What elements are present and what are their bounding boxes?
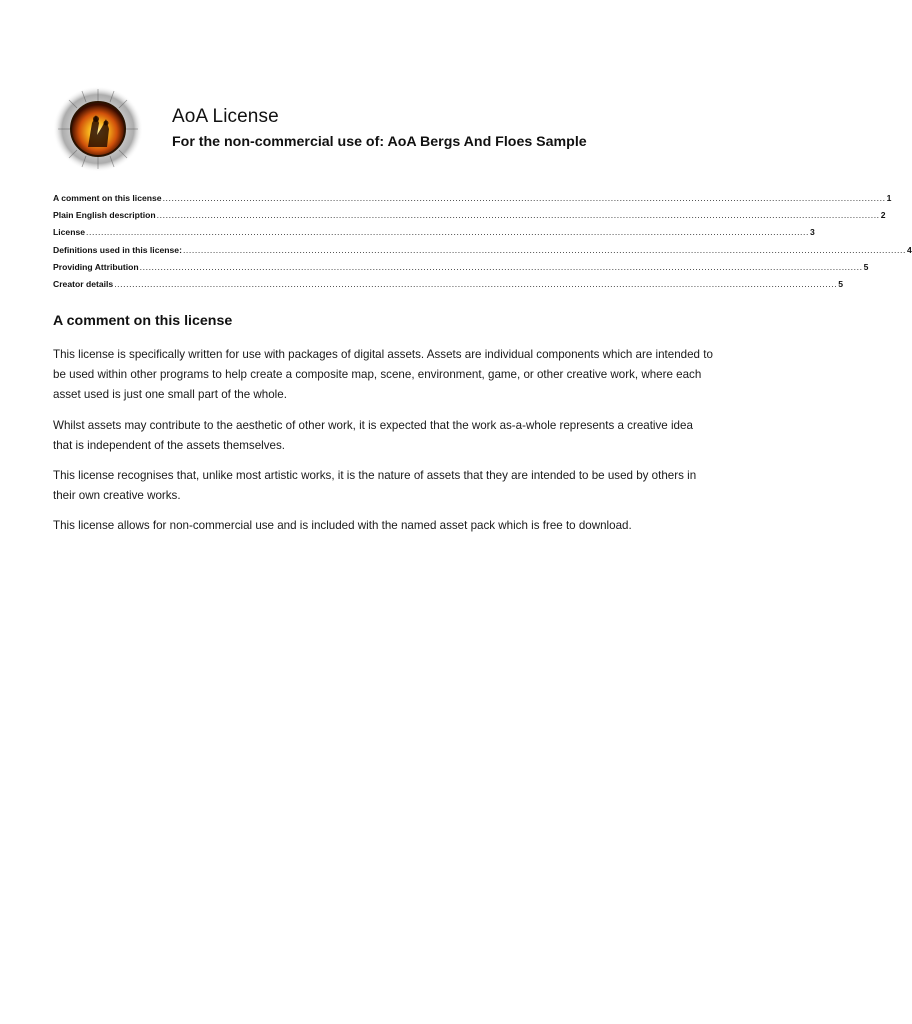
toc-entry-label: License <box>53 227 86 238</box>
section-heading: A comment on this license <box>53 313 233 329</box>
toc-entry-definitions[interactable] <box>53 244 912 262</box>
toc-entry-page: 5 <box>838 278 843 289</box>
toc-entry-label: A comment on this license <box>53 193 162 203</box>
toc-leader-dots: .................................................................................................................................................................................................................................................. <box>162 193 886 203</box>
document-title: AoA License <box>172 106 279 127</box>
toc-leader-dots: .................................................................................................................................................................................................................................................. <box>182 244 906 255</box>
toc-entry-license[interactable] <box>53 227 815 244</box>
body-paragraph: This license is specifically written for use with packages of digital assets. Assets are individual components which are intended to be used within other programs to help create a composite map, scene, environment, game, or other creative work, where each asset used is just one small part of the whole. <box>53 348 713 402</box>
section-body <box>53 345 713 547</box>
body-paragraph: This license recognises that, unlike most artistic works, it is the nature of assets that they are intended to be used by others in their own creative works. <box>53 469 697 503</box>
document-subtitle: For the non-commercial use of: AoA Bergs And Floes Sample <box>172 134 587 150</box>
toc-entry-page: 5 <box>863 261 869 272</box>
table-of-contents <box>53 193 912 296</box>
toc-leader-dots: .................................................................................................................................................................................................................................................. <box>114 278 838 289</box>
toc-entry-page: 2 <box>880 210 886 221</box>
toc-entry-label: Creator details <box>53 278 114 289</box>
toc-entry-label: Definitions used in this license: <box>53 244 182 255</box>
toc-entry-label: Providing Attribution <box>53 261 139 272</box>
toc-leader-dots: .................................................................................................................................................................................................................................................. <box>86 227 810 238</box>
toc-entry-page: 3 <box>810 227 815 238</box>
body-paragraph: This license allows for non-commercial use and is included with the named asset pack which is free to download. <box>53 519 632 533</box>
toc-entry-plain-english[interactable] <box>53 210 886 227</box>
aoa-logo-icon <box>52 85 144 173</box>
toc-entry-creator[interactable] <box>53 278 843 296</box>
toc-entry-attribution[interactable] <box>53 261 869 279</box>
toc-leader-dots: .................................................................................................................................................................................................................................................. <box>139 261 863 272</box>
toc-entry-page: 1 <box>886 193 892 203</box>
toc-leader-dots: .................................................................................................................................................................................................................................................. <box>156 210 880 221</box>
toc-entry-page: 4 <box>906 244 912 255</box>
toc-entry-comment[interactable] <box>53 193 892 210</box>
toc-entry-label: Plain English description <box>53 210 156 221</box>
body-paragraph: Whilst assets may contribute to the aesthetic of other work, it is expected that the work as-a-whole represents a creative idea that is independent of the assets themselves. <box>53 418 693 452</box>
